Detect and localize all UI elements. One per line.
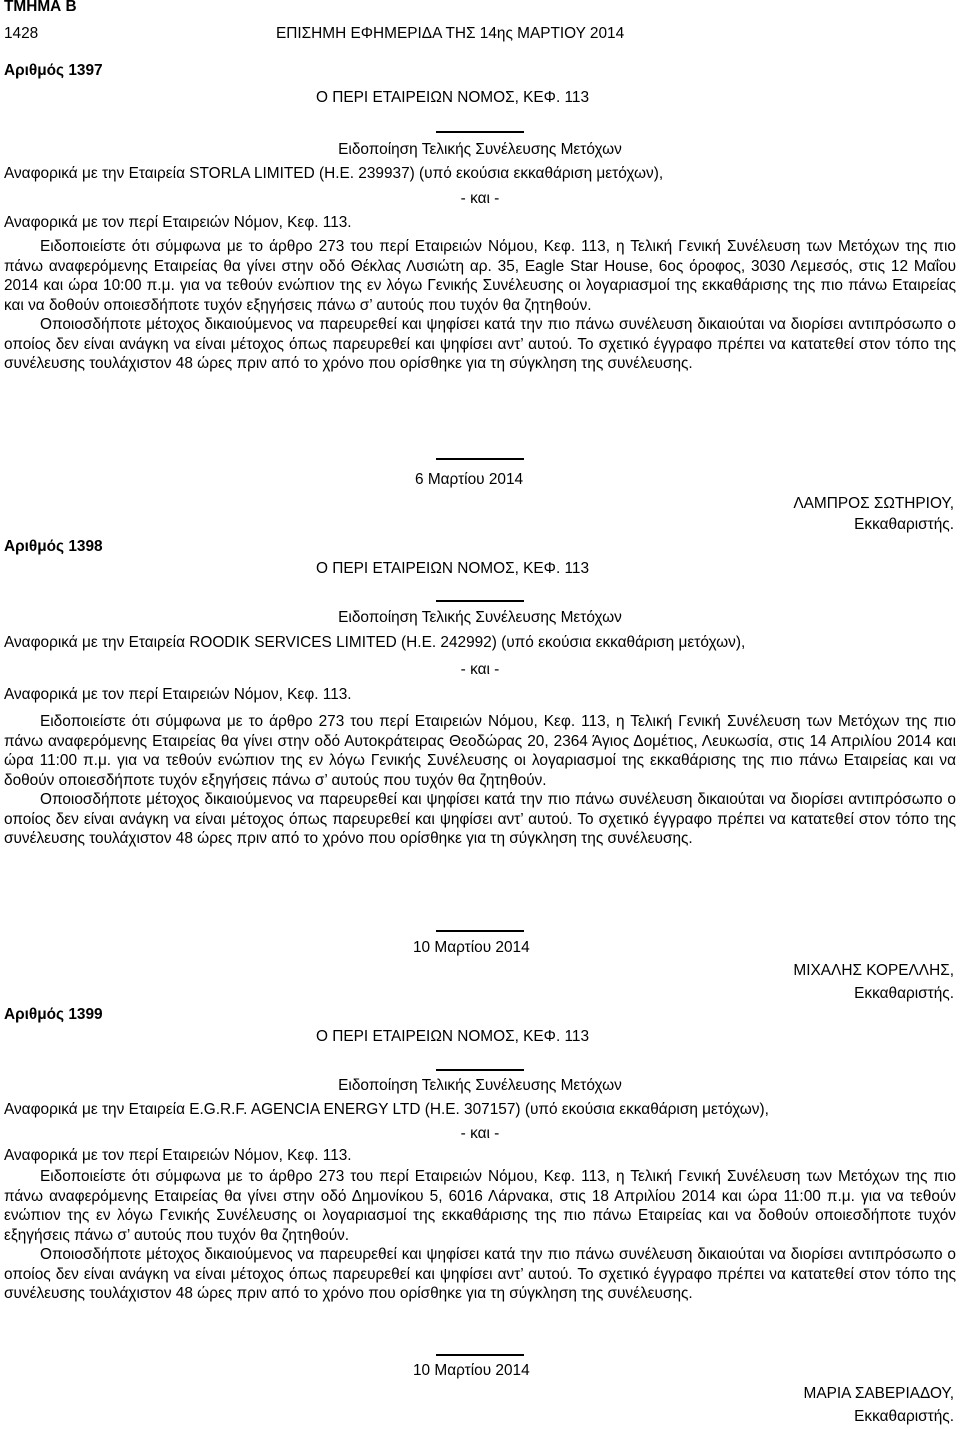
separator-rule [436,930,524,932]
law-reference: Αναφορικά με τον περί Εταιρειών Νόμον, Κεφ. 113. [4,1147,352,1164]
notice-heading: Ειδοποίηση Τελικής Συνέλευσης Μετόχων [338,141,622,158]
law-title: Ο ΠΕΡΙ ΕΤΑΙΡΕΙΩΝ ΝΟΜΟΣ, ΚΕΦ. 113 [316,1028,590,1045]
body-paragraph: Ειδοποιείστε ότι σύμφωνα με το άρθρο 273 του περί Εταιρειών Νόμου, Κεφ. 113, η Τελική Γενική Συνέλευση των Μετόχων της πιο πάνω αναφερόμενης Εταιρείας θα γίνει στην οδό Δημονίκου 5, 6016 Λάρνακα, στις 18 Απριλίου 2014 και ώρα 11:00 π.μ. για να τεθούν ενώπιον της εν λόγω Γενικής Συνέλευσης οι λογαριασμοί της εκκαθάρισης της πιο πάνω Εταιρείας και να δοθούν οποιεσδήποτε τυχόν εξηγήσεις πάνω σ’ αυτούς που τυχόν θα ζητηθούν. [4,1168,956,1244]
section-label: ΤΜΗΜΑ Β [4,0,77,15]
notice-date: 10 Μαρτίου 2014 [413,1362,530,1379]
separator-rule [436,1069,524,1071]
notice-heading: Ειδοποίηση Τελικής Συνέλευσης Μετόχων [338,1077,622,1094]
gazette-title: ΕΠΙΣΗΜΗ ΕΦΗΜΕΡΙΔΑ ΤΗΣ 14ης ΜΑΡΤΙΟΥ 2014 [276,25,625,42]
notice-body [4,1167,956,1304]
signatory-name: ΛΑΜΠΡΟΣ ΣΩΤΗΡΙΟΥ, [793,495,954,512]
body-paragraph: Οποιοσδήποτε μέτοχος δικαιούμενος να παρευρεθεί και ψηφίσει κατά την πιο πάνω συνέλευση δικαιούται να διορίσει αντιπρόσωπο ο οποίος δεν είναι ανάγκη να είναι μέτοχος όπως παρευρεθεί και ψηφίσει αντ’ αυτού. Το σχετικό έγγραφο πρέπει να κατατεθεί στον τόπο της συνέλευσης τουλάχιστον 48 ώρες πριν από το χρόνο που ορίσθηκε για τη σύγκληση της συνέλευσης. [4,1246,956,1302]
law-title: Ο ΠΕΡΙ ΕΤΑΙΡΕΙΩΝ ΝΟΜΟΣ, ΚΕΦ. 113 [316,89,590,106]
notice-heading: Ειδοποίηση Τελικής Συνέλευσης Μετόχων [338,609,622,626]
page-number: 1428 [4,25,39,42]
notice-body [4,712,956,849]
notice-date: 10 Μαρτίου 2014 [413,939,530,956]
signatory-role: Εκκαθαριστής. [854,1408,954,1425]
separator-rule [436,600,524,602]
signatory-name: ΜΙΧΑΛΗΣ ΚΟΡΕΛΛΗΣ, [793,962,954,979]
body-paragraph: Ειδοποιείστε ότι σύμφωνα με το άρθρο 273 του περί Εταιρειών Νόμου, Κεφ. 113, η Τελική Γενική Συνέλευση των Μετόχων της πιο πάνω αναφερόμενης Εταιρείας θα γίνει στην οδό Αυτοκράτειρας Θεοδώρας 20, 2364 Άγιος Δομέτιος, Λευκωσία, στις 14 Απριλίου 2014 και ώρα 11:00 π.μ. για να τεθούν ενώπιον της εν λόγω Γενικής Συνέλευσης οι λογαριασμοί της εκκαθάρισης της πιο πάνω Εταιρείας και να δοθούν οποιεσδήποτε τυχόν εξηγήσεις πάνω σ’ αυτούς που τυχόν θα ζητηθούν. [4,713,956,789]
notice-date: 6 Μαρτίου 2014 [415,471,524,488]
body-paragraph: Οποιοσδήποτε μέτοχος δικαιούμενος να παρευρεθεί και ψηφίσει κατά την πιο πάνω συνέλευση δικαιούται να διορίσει αντιπρόσωπο ο οποίος δεν είναι ανάγκη να είναι μέτοχος όπως παρευρεθεί και ψηφίσει αντ’ αυτού. Το σχετικό έγγραφο πρέπει να κατατεθεί στον τόπο της συνέλευσης τουλάχιστον 48 ώρες πριν από το χρόνο που ορίσθηκε για τη σύγκληση της συνέλευσης. [4,791,956,847]
separator-rule [436,131,524,133]
and-separator: - και - [460,190,500,207]
and-separator: - και - [460,1125,500,1142]
company-line: Αναφορικά με την Εταιρεία STORLA LIMITED (Η.Ε. 239937) (υπό εκούσια εκκαθάριση μετόχων), [4,165,664,182]
separator-rule [436,458,524,460]
signatory-name: ΜΑΡΙΑ ΣΑΒΕΡΙΑΔΟΥ, [803,1385,954,1402]
body-paragraph: Ειδοποιείστε ότι σύμφωνα με το άρθρο 273 του περί Εταιρειών Νόμου, Κεφ. 113, η Τελική Γενική Συνέλευση των Μετόχων της πιο πάνω αναφερόμενης Εταιρείας θα γίνει στην οδό Θέκλας Λυσιώτη αρ. 35, Eagle Star House, 6ος όροφος, 3030 Λεμεσός, στις 12 Μαΐου 2014 και ώρα 10:00 π.μ. για να τεθούν ενώπιον της εν λόγω Γενικής Συνέλευσης οι λογαριασμοί της εκκαθάρισης της πιο πάνω Εταιρείας και να δοθούν οποιεσδήποτε τυχόν εξηγήσεις πάνω σ’ αυτούς που τυχόν θα ζητηθούν. [4,238,956,314]
company-line: Αναφορικά με την Εταιρεία ROODIK SERVICES LIMITED (Η.Ε. 242992) (υπό εκούσια εκκαθάριση μετόχων), [4,634,746,651]
law-title: Ο ΠΕΡΙ ΕΤΑΙΡΕΙΩΝ ΝΟΜΟΣ, ΚΕΦ. 113 [316,560,590,577]
company-line: Αναφορικά με την Εταιρεία E.G.R.F. AGENCIA ENERGY LTD (Η.Ε. 307157) (υπό εκούσια εκκαθάριση μετόχων), [4,1101,769,1118]
notice-number: Αριθμός 1398 [4,538,103,555]
separator-rule [436,1354,524,1356]
law-reference: Αναφορικά με τον περί Εταιρειών Νόμον, Κεφ. 113. [4,214,352,231]
notice-number: Αριθμός 1397 [4,62,103,79]
body-paragraph: Οποιοσδήποτε μέτοχος δικαιούμενος να παρευρεθεί και ψηφίσει κατά την πιο πάνω συνέλευση δικαιούται να διορίσει αντιπρόσωπο ο οποίος δεν είναι ανάγκη να είναι μέτοχος όπως παρευρεθεί και ψηφίσει αντ’ αυτού. Το σχετικό έγγραφο πρέπει να κατατεθεί στον τόπο της συνέλευσης τουλάχιστον 48 ώρες πριν από το χρόνο που ορίσθηκε για τη σύγκληση της συνέλευσης. [4,316,956,372]
and-separator: - και - [460,661,500,678]
notice-number: Αριθμός 1399 [4,1006,103,1023]
law-reference: Αναφορικά με τον περί Εταιρειών Νόμον, Κεφ. 113. [4,686,352,703]
signatory-role: Εκκαθαριστής. [854,985,954,1002]
notice-body [4,237,956,374]
signatory-role: Εκκαθαριστής. [854,516,954,533]
